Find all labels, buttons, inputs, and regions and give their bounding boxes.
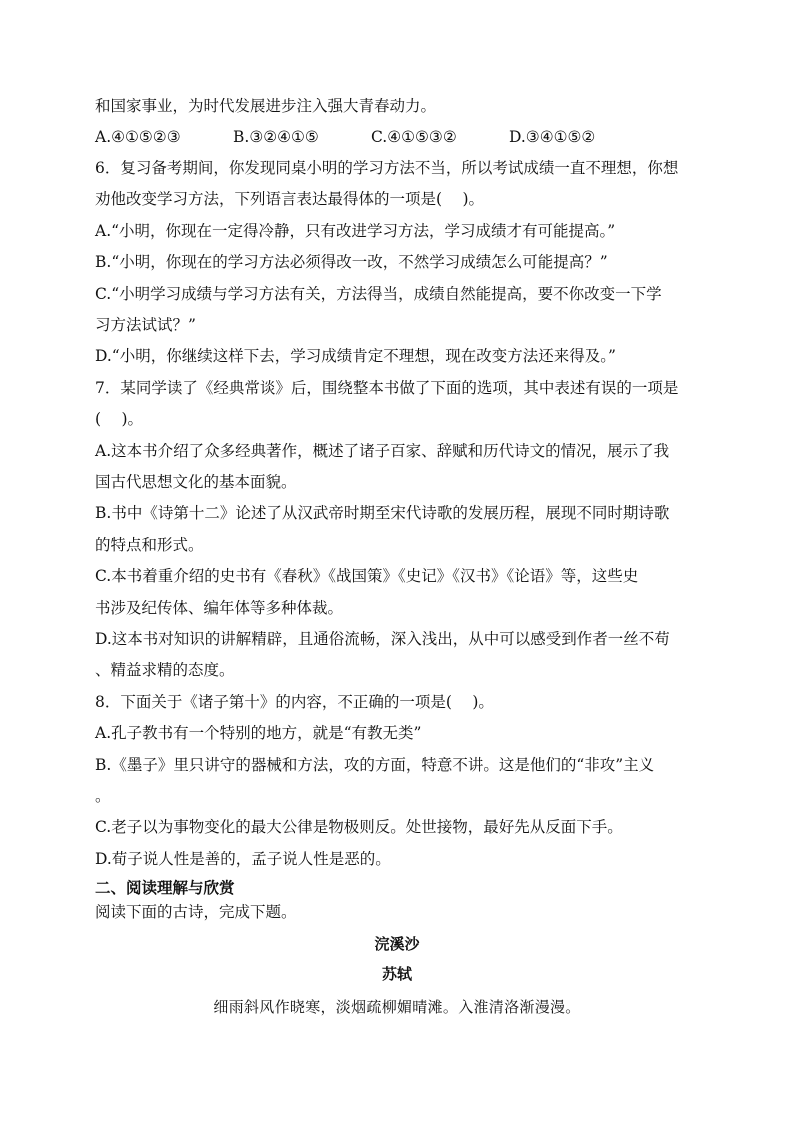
q5-options [95, 127, 715, 147]
q8-option-b-line1: B.《墨子》里只讲守的器械和方法，攻的方面，特意不讲。这是他们的“非攻”主义 [95, 756, 655, 774]
q5-option-d: D.③④①⑤② [509, 128, 596, 146]
q7-option-a-line1: A.这本书介绍了众多经典著作，概述了诸子百家、辞赋和历代诗文的情况，展示了我 [95, 442, 670, 460]
q5-option-c: C.④①⑤③② [371, 128, 457, 146]
q5-option-a: A.④①⑤②③ [95, 128, 181, 146]
q6-option-c-line1: C.“小明学习成绩与学习方法有关，方法得当，成绩自然能提高，要不你改变一下学 [95, 285, 662, 303]
poem-line-1: 细雨斜风作晓寒，淡烟疏柳媚晴滩。入淮清洛渐漫漫。 [213, 998, 581, 1016]
q7-option-a-line2: 国古代思想文化的基本面貌。 [95, 473, 297, 491]
q8-stem: 8．下面关于《诸子第十》的内容，不正确的一项是( )。 [95, 693, 494, 711]
q8-option-a: A.孔子教书有一个特别的地方，就是“有教无类” [95, 724, 422, 742]
q5-stem-tail: 和国家事业，为时代发展进步注入强大青春动力。 [95, 97, 437, 115]
q8-option-b-line2: 。 [95, 787, 111, 805]
q6-option-b: B.“小明，你现在的学习方法必须得改一改，不然学习成绩怎么可能提高？” [95, 253, 608, 271]
q8-option-d: D.荀子说人性是善的，孟子说人性是恶的。 [95, 850, 391, 868]
q7-option-d-line1: D.这本书对知识的讲解精辟，且通俗流畅，深入浅出，从中可以感受到作者一丝不苟 [95, 630, 670, 648]
reading-instruction: 阅读下面的古诗，完成下题。 [95, 903, 297, 921]
poem-title: 浣溪沙 [374, 935, 420, 953]
q7-stem-line2: ( )。 [95, 410, 144, 428]
q6-stem-line1: 6．复习备考期间，你发现同桌小明的学习方法不当，所以考试成绩一直不理想，你想 [95, 159, 679, 177]
q7-option-d-line2: 、精益求精的态度。 [95, 661, 235, 679]
q7-stem-line1: 7．某同学读了《经典常谈》后，围绕整本书做了下面的选项，其中表述有误的一项是 [95, 379, 679, 397]
q6-option-d: D.“小明，你继续这样下去，学习成绩肯定不理想，现在改变方法还来得及。” [95, 347, 616, 365]
q5-option-b: B.③②④①⑤ [233, 128, 319, 146]
q7-option-c-line2: 书涉及纪传体、编年体等多种体裁。 [95, 599, 344, 617]
q7-option-c-line1: C.本书着重介绍的史书有《春秋》《战国策》《史记》《汉书》《论语》等，这些史 [95, 567, 639, 585]
q7-option-b-line1: B.书中《诗第十二》论述了从汉武帝时期至宋代诗歌的发展历程，展现不同时期诗歌 [95, 504, 670, 522]
q6-option-c-line2: 习方法试试？” [95, 316, 196, 334]
q6-option-a: A.“小明，你现在一定得冷静，只有改进学习方法，学习成绩才有可能提高。” [95, 222, 616, 240]
poem-author: 苏轼 [381, 965, 412, 983]
q8-option-c: C.老子以为事物变化的最大公律是物极则反。处世接物，最好先从反面下手。 [95, 818, 623, 836]
q7-option-b-line2: 的特点和形式。 [95, 536, 204, 554]
section-heading: 二、阅读理解与欣赏 [95, 879, 235, 897]
q6-stem-line2: 劝他改变学习方法，下列语言表达最得体的一项是( )。 [95, 190, 485, 208]
